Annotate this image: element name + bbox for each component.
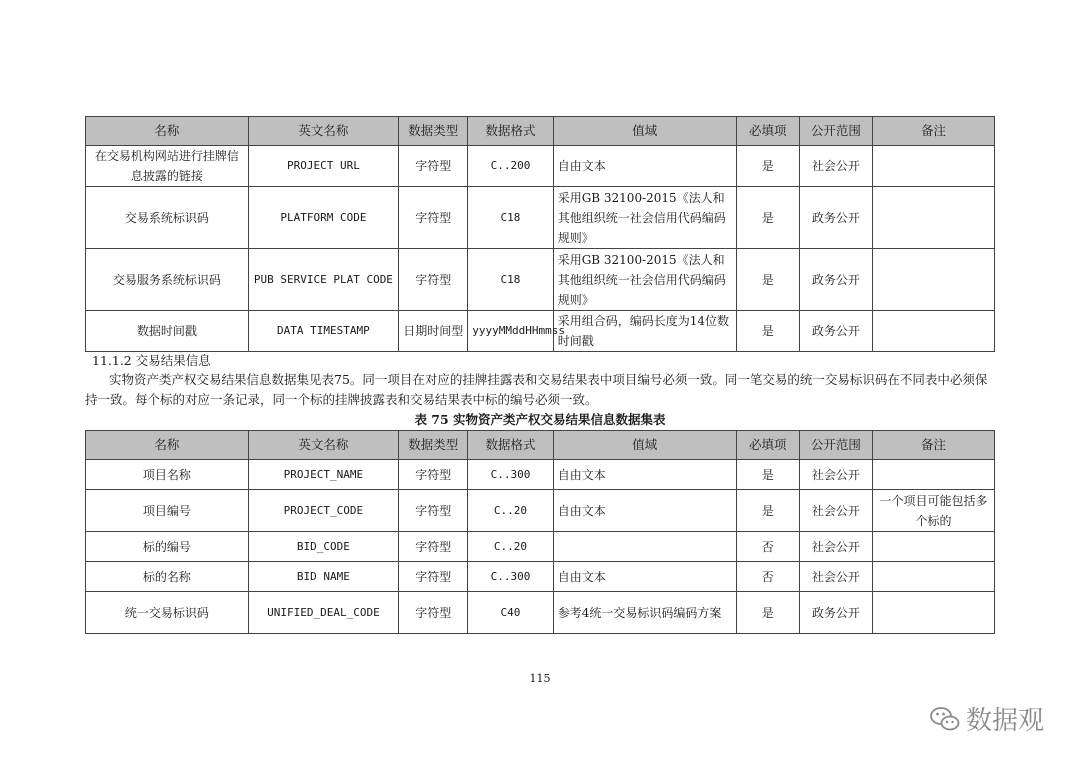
- name-cell: 在交易机构网站进行挂牌信息披露的链接: [86, 146, 249, 187]
- english-name-cell: UNIFIED_DEAL_CODE: [248, 592, 398, 634]
- table-row: [86, 562, 995, 592]
- data-type-cell: 日期时间型: [399, 311, 468, 352]
- required-cell: 是: [736, 249, 799, 311]
- column-header: 数据格式: [468, 117, 553, 146]
- disclosure-scope-cell: 社会公开: [799, 146, 872, 187]
- data-format-cell: C40: [468, 592, 553, 634]
- name-cell: 项目名称: [86, 460, 249, 490]
- column-header: 数据格式: [468, 431, 553, 460]
- column-header: 公开范围: [799, 431, 872, 460]
- table-row: [86, 187, 995, 249]
- remarks-cell: [872, 562, 994, 592]
- column-header: 英文名称: [248, 431, 398, 460]
- name-cell: 交易服务系统标识码: [86, 249, 249, 311]
- column-header: 名称: [86, 117, 249, 146]
- required-cell: 否: [736, 532, 799, 562]
- english-name-cell: BID_CODE: [248, 532, 398, 562]
- column-header: 值域: [553, 431, 736, 460]
- table-row: [86, 311, 995, 352]
- data-type-cell: 字符型: [399, 562, 468, 592]
- required-cell: 是: [736, 311, 799, 352]
- required-cell: 是: [736, 146, 799, 187]
- value-domain-cell: 采用GB 32100-2015《法人和其他组织统一社会信用代码编码规则》: [553, 187, 736, 249]
- column-header: 必填项: [736, 117, 799, 146]
- table-row: [86, 146, 995, 187]
- table-caption: 表 75 实物资产类产权交易结果信息数据集表: [414, 412, 666, 427]
- name-cell: 项目编号: [86, 490, 249, 532]
- result-data-table: [85, 430, 995, 634]
- column-header: 公开范围: [799, 117, 872, 146]
- remarks-cell: [872, 187, 994, 249]
- remarks-cell: [872, 249, 994, 311]
- data-format-cell: C..300: [468, 460, 553, 490]
- name-cell: 交易系统标识码: [86, 187, 249, 249]
- column-header: 值域: [553, 117, 736, 146]
- disclosure-scope-cell: 政务公开: [799, 311, 872, 352]
- value-domain-cell: 采用GB 32100-2015《法人和其他组织统一社会信用代码编码规则》: [553, 249, 736, 311]
- table-header-row: [86, 431, 995, 460]
- table-row: [86, 490, 995, 532]
- column-header: 名称: [86, 431, 249, 460]
- remarks-cell: 一个项目可能包括多个标的: [872, 490, 994, 532]
- remarks-cell: [872, 532, 994, 562]
- name-cell: 统一交易标识码: [86, 592, 249, 634]
- value-domain-cell: 自由文本: [553, 460, 736, 490]
- data-type-cell: 字符型: [399, 187, 468, 249]
- value-domain-cell: 参考4统一交易标识码编码方案: [553, 592, 736, 634]
- data-table-continued: [85, 116, 995, 352]
- required-cell: 是: [736, 592, 799, 634]
- english-name-cell: PROJECT_CODE: [248, 490, 398, 532]
- table-row: [86, 532, 995, 562]
- value-domain-cell: 自由文本: [553, 490, 736, 532]
- data-format-cell: C..20: [468, 490, 553, 532]
- english-name-cell: PLATFORM CODE: [248, 187, 398, 249]
- disclosure-scope-cell: 社会公开: [799, 532, 872, 562]
- disclosure-scope-cell: 政务公开: [799, 249, 872, 311]
- table-row: [86, 460, 995, 490]
- table-header-row: [86, 117, 995, 146]
- data-type-cell: 字符型: [399, 460, 468, 490]
- remarks-cell: [872, 146, 994, 187]
- required-cell: 是: [736, 460, 799, 490]
- value-domain-cell: 自由文本: [553, 562, 736, 592]
- english-name-cell: PROJECT_NAME: [248, 460, 398, 490]
- remarks-cell: [872, 592, 994, 634]
- data-type-cell: 字符型: [399, 490, 468, 532]
- data-format-cell: C..200: [468, 146, 553, 187]
- remarks-cell: [872, 311, 994, 352]
- value-domain-cell: 自由文本: [553, 146, 736, 187]
- remarks-cell: [872, 460, 994, 490]
- column-header: 数据类型: [399, 117, 468, 146]
- required-cell: 是: [736, 187, 799, 249]
- data-format-cell: C18: [468, 187, 553, 249]
- name-cell: 标的名称: [86, 562, 249, 592]
- disclosure-scope-cell: 社会公开: [799, 562, 872, 592]
- value-domain-cell: [553, 532, 736, 562]
- section-heading: 11.1.2 交易结果信息: [92, 353, 211, 368]
- disclosure-scope-cell: 社会公开: [799, 490, 872, 532]
- disclosure-scope-cell: 政务公开: [799, 592, 872, 634]
- data-type-cell: 字符型: [399, 532, 468, 562]
- data-type-cell: 字符型: [399, 249, 468, 311]
- data-format-cell: C..300: [468, 562, 553, 592]
- required-cell: 否: [736, 562, 799, 592]
- page-number: 115: [529, 672, 551, 685]
- data-type-cell: 字符型: [399, 146, 468, 187]
- disclosure-scope-cell: 社会公开: [799, 460, 872, 490]
- english-name-cell: PROJECT URL: [248, 146, 398, 187]
- body-paragraph: 实物资产类产权交易结果信息数据集见表75。同一项目在对应的挂牌挂露表和交易结果表中项目编号必须一致。同一笔交易的统一交易标识码在不同表中必须保持一致。每个标的对应一条记录，同一个标的挂牌披露表和交易结果表中标的编号必须一致。: [85, 372, 988, 407]
- english-name-cell: BID NAME: [248, 562, 398, 592]
- english-name-cell: PUB SERVICE PLAT CODE: [248, 249, 398, 311]
- data-format-cell: C18: [468, 249, 553, 311]
- required-cell: 是: [736, 490, 799, 532]
- data-format-cell: C..20: [468, 532, 553, 562]
- name-cell: 标的编号: [86, 532, 249, 562]
- disclosure-scope-cell: 政务公开: [799, 187, 872, 249]
- table-row: [86, 592, 995, 634]
- data-type-cell: 字符型: [399, 592, 468, 634]
- name-cell: 数据时间戳: [86, 311, 249, 352]
- column-header: 英文名称: [248, 117, 398, 146]
- watermark: [930, 700, 1044, 737]
- column-header: 必填项: [736, 431, 799, 460]
- column-header: 数据类型: [399, 431, 468, 460]
- watermark-text: 数据观: [966, 706, 1045, 736]
- wechat-icon: [930, 706, 960, 732]
- english-name-cell: DATA TIMESTAMP: [248, 311, 398, 352]
- data-format-cell: yyyyMMddHHmmss: [468, 311, 553, 352]
- table-row: [86, 249, 995, 311]
- value-domain-cell: 采用组合码，编码长度为14位数时间戳: [553, 311, 736, 352]
- column-header: 备注: [872, 117, 994, 146]
- column-header: 备注: [872, 431, 994, 460]
